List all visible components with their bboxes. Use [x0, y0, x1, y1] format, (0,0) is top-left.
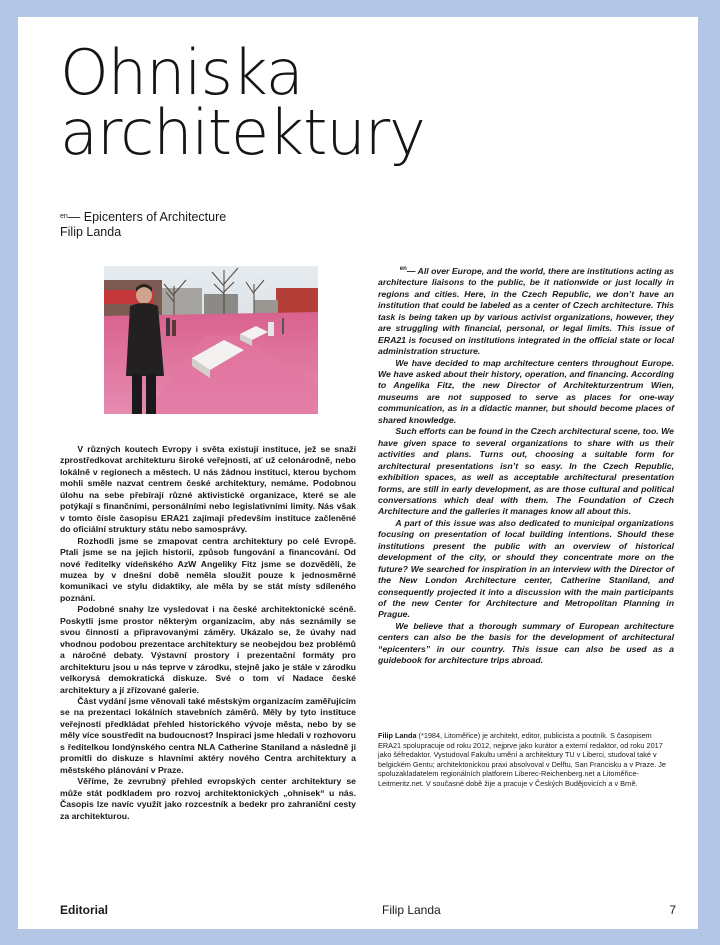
czech-paragraph: Rozhodli jsme se zmapovat centra architektury po celé Evropě. Ptali jsme se na jejich historii, způsob fungování a financování. Od nové ředitelky vídeňského AzW Angeliky Fitz jsme se dozvěděli, že muzea by v dnešní době neměla sloužit pouze k jednosměrné komunikaci ve stylu didaktiky, ale měla by se stát místy sdíleného poznání. [60, 535, 356, 603]
english-paragraph: We have decided to map architecture centers throughout Europe. We have asked about their history, operation, and financing. According to Angelika Fitz, the new Director of Architekturzentrum Wien, museums are not supposed to serve as places for one-way communication, as in a didactic manner, but should become places of shared knowledge. [378, 357, 674, 425]
english-paragraph-first [378, 264, 674, 358]
english-paragraph: A part of this issue was also dedicated to municipal organizations focusing on presentation of local building intentions. Should these institutions present the public with an overview of historical development of the city, or should they concentrate more on the future? We searched for inspiration in an interview with the Director of the New London Architecture center, Catherine Staniland, and consequently projected it into a discussion with the main participants of the new Center for Architecture and Metropolitan Planning in Prague. [378, 517, 674, 620]
czech-paragraph: Část vydání jsme věnovali také městským organizacím zaměřujícím se na prezentaci lokálních stavebních záměrů. Měly by tyto instituce veřejnosti předkládat přehled historického vývoje města, nebo by se měly více soustředit na budoucnost? Inspiraci jsme hledali v rozhovoru s ředitelkou londýnského centra NLA Catherine Staniland a následně ji promítli do diskuze s hlavními aktéry nového Centra architektury a městského plánování v Praze. [60, 695, 357, 775]
english-paragraph: We believe that a thorough summary of European architecture centers can also be the basis for the development of architectural “epicenters” in our country. This issue can also be used as a guidebook for architecture trips abroad. [378, 620, 674, 666]
author-name: Filip Landa [60, 225, 122, 239]
title-line-2: architektury [60, 96, 425, 169]
author-bio [378, 731, 674, 788]
language-marker: en [60, 213, 68, 220]
footer-section: Editorial [60, 903, 109, 917]
page-number: 7 [669, 903, 676, 917]
czech-article-text [60, 444, 356, 822]
czech-paragraph: Věříme, že zevrubný přehled evropských center architektury se může stát podkladem pro rozvoj architektonických „ohnisek“ u nás. Časopis lze navíc využít jako rozcestník a bedekr pro zahraniční cesty za architekturou. [60, 776, 356, 821]
english-article-text [378, 264, 674, 667]
article-photo [104, 266, 318, 414]
magazine-page [18, 17, 698, 929]
footer-author: Filip Landa [382, 903, 441, 917]
bio-name: Filip Landa [378, 731, 417, 740]
subtitle-block [60, 210, 226, 240]
english-paragraph: Such efforts can be found in the Czech architectural scene, too. We have given space to several organizations to share with us their activities and plans. Turns out, choosing a suitable form for architectural presentations isn’t so easy. In the Czech Republic, exhibition spaces, as well as acceptable architectural presentation forms, are still in early development, as are those cultural and political conversations which deal with them. The Foundation of Czech Architecture and the galleries it manages know all about this. [378, 426, 674, 517]
photo-person-pink-square-icon [104, 266, 318, 414]
language-marker-en: en [399, 266, 407, 272]
bio-text: (*1984, Litoměřice) je architekt, editor, publicista a poutník. S časopisem ERA21 spolupracuje od roku 2012, nejprve jako kurátor a externí redaktor, od roku 2017 jako šéfredaktor. Vystudoval Fakultu umění a architektury TU v Liberci, studoval také v belgickém Gentu; architektonickou praxi absolvoval v Delftu, San Francisku a v Praze. Je spoluzakladatelem regionálních platforem Liberec-Reichenberg.net a Litoměřice-Leitmeritz.net. V současné době žije a pracuje v Českých Budějovicích a v Brně. [378, 731, 666, 788]
czech-paragraph: V různých koutech Evropy i světa existují instituce, jež se snaží zprostředkovat architekturu široké veřejnosti, ať už celonárodně, nebo lokálně v regionech a městech. U nás žádnou instituci, kterou bychom mohli směle nazvat centrem české architektury, nemáme. Podobnou úlohu na sebe přebírají různé aktivistické organizace, které se ale potýkají s finančními, personálními nebo legislativními limity. Nás však v tomto čísle časopisu ERA21 zajímají především instituce začleněné do oficiální struktury státu nebo samosprávy. [60, 444, 356, 535]
english-title-text: — Epicenters of Architecture [67, 210, 227, 224]
page-title [60, 36, 425, 169]
english-title [60, 210, 226, 225]
english-paragraph-first-text: — All over Europe, and the world, there are institutions acting as architecture liaisons to the public, be it nationwide or just locally in regions and cities. Here, in the Czech Republic, we don’t have an institution that could be labeled as a center of Czech architecture. This task is being taken up by various activist organizations, however, they are struggling with financial, personal, or legal limits. This issue of ERA21 is focused on institutions integrated in the official state or local administration structure. [378, 265, 674, 357]
czech-paragraph: Podobné snahy lze vysledovat i na české architektonické scéně. Poskytli jsme prostor některým organizacím, aby nás seznámily se svou činností a připravovanými záměry. Ukázalo se, že úvahy nad vhodnou podobou prezentace architektury se neobejdou bez problémů a náročné debaty. Výstavní prostory i prezentační formáty pro architekturu jsou u nás teprve v zárodku, stejně jako je stále v zárodku velkorysá demokratická diskuze. Své o tom ví Nadace české architektury a jí zřízované galerie. [60, 604, 356, 695]
title-line-1: Ohniska [60, 36, 303, 109]
